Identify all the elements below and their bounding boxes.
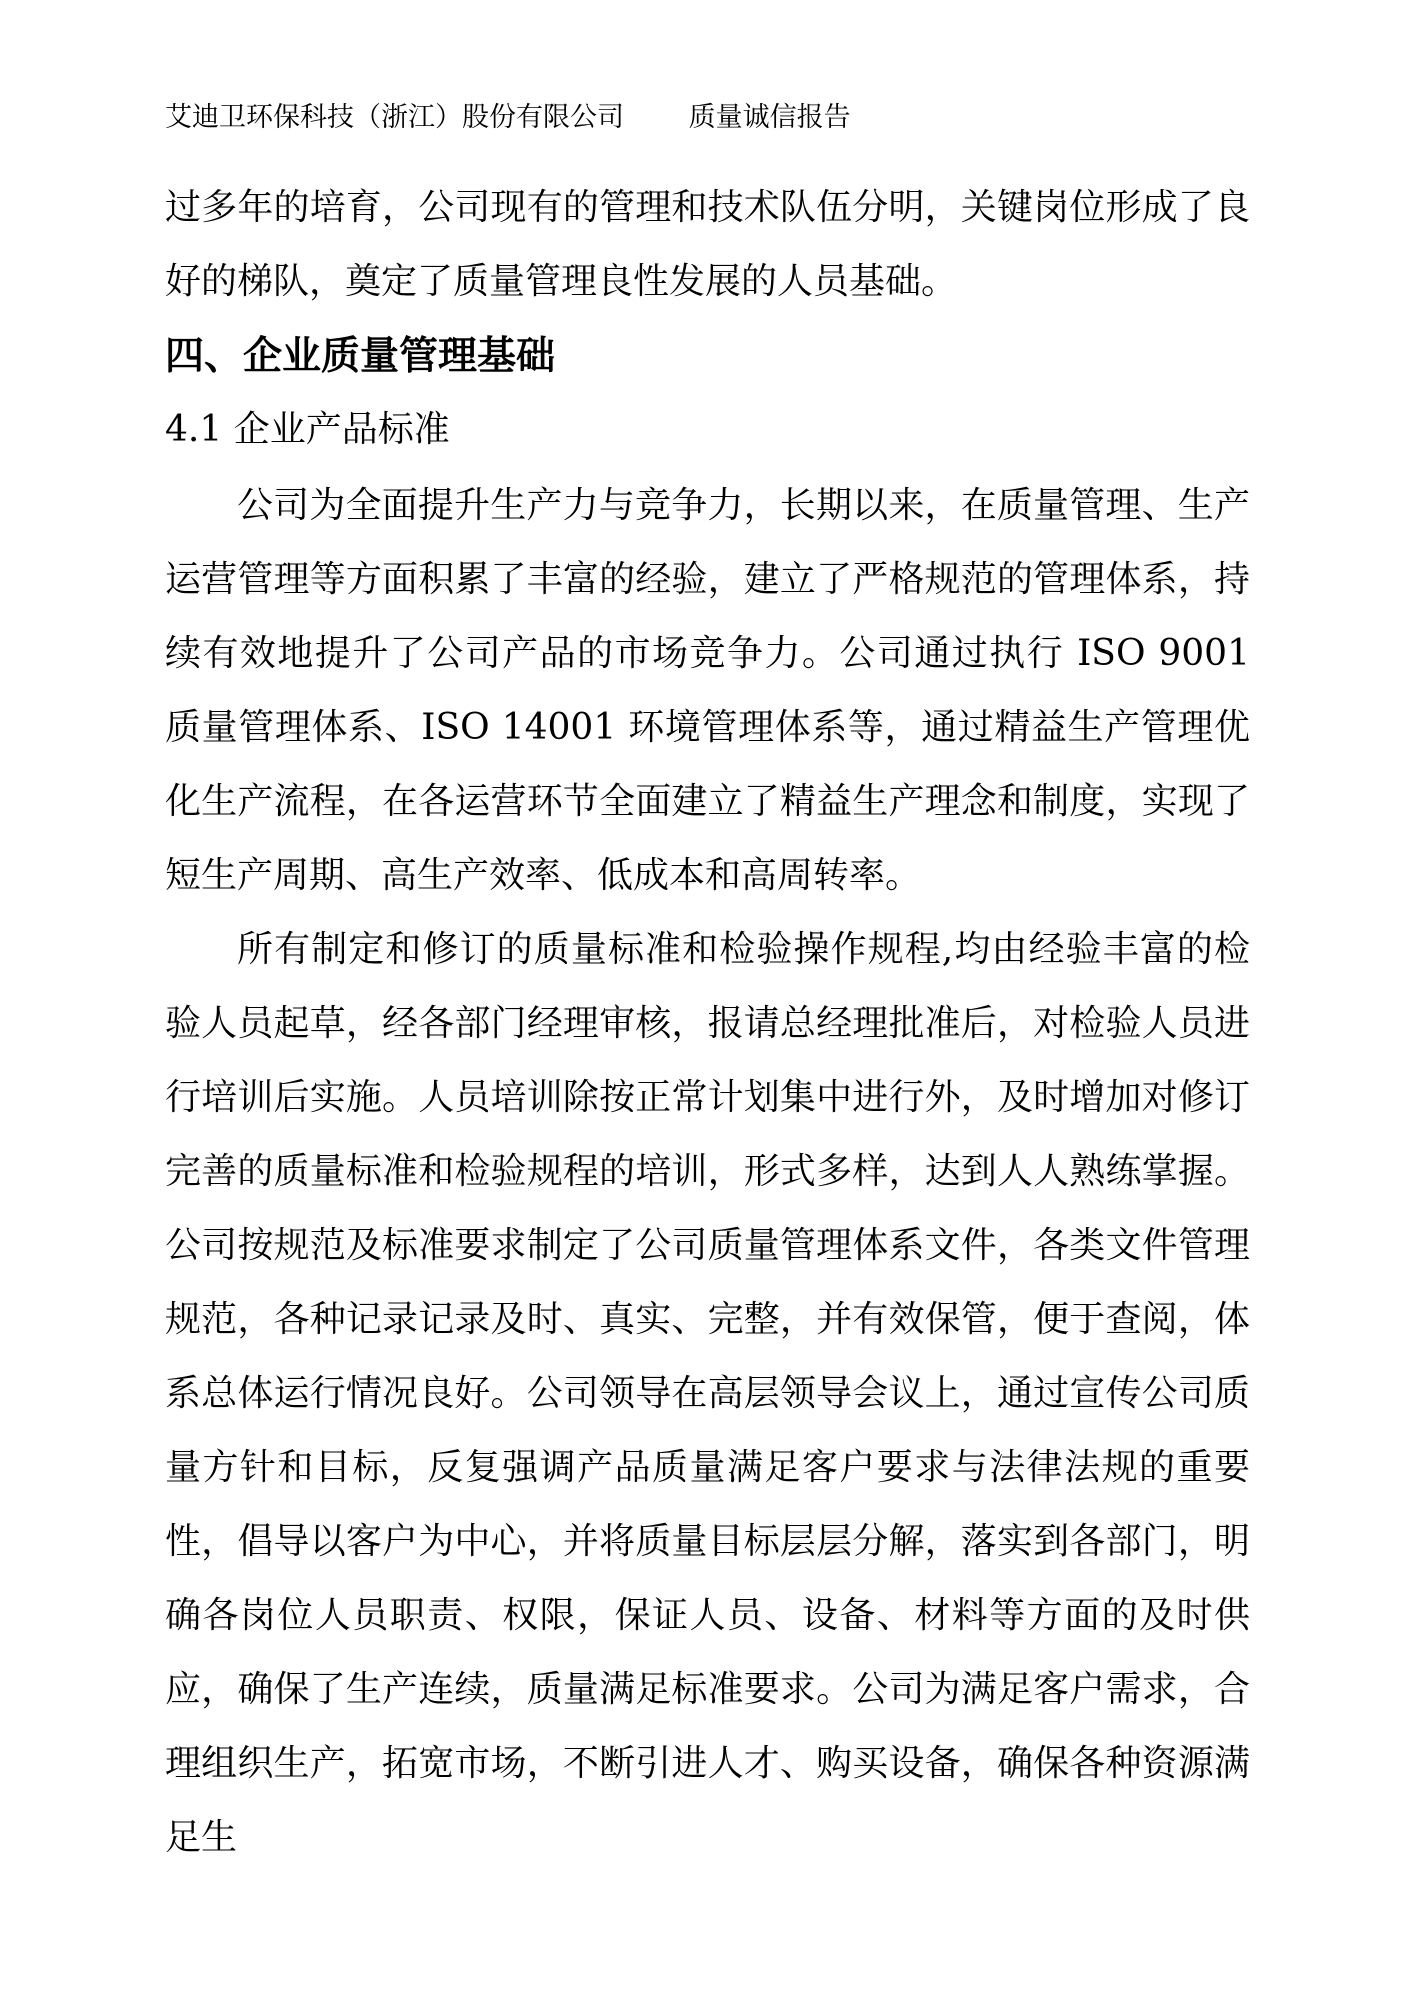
body-paragraph-2: 所有制定和修订的质量标准和检验操作规程,均由经验丰富的检验人员起草，经各部门经理审核，报请总经理批准后，对检验人员进行培训后实施。人员培训除按正常计划集中进行外，及时增加对修订完善的质量标准和检验规程的培训，形式多样，达到人人熟练掌握。公司按规范及标准要求制定了公司质量管理体系文件，各类文件管理规范，各种记录记录及时、真实、完整，并有效保管，便于查阅，体系总体运行情况良好。公司领导在高层领导会议上，通过宣传公司质量方针和目标，反复强调产品质量满足客户要求与法律法规的重要性，倡导以客户为中心，并将质量目标层层分解，落实到各部门，明确各岗位人员职责、权限，保证人员、设备、材料等方面的及时供应，确保了生产连续，质量满足标准要求。公司为满足客户需求，合理组织生产，拓宽市场，不断引进人才、购买设备，确保各种资源满足生 bbox=[165, 929, 1250, 1858]
section-heading: 四、企业质量管理基础 bbox=[165, 333, 556, 379]
header-company-name: 艾迪卫环保科技（浙江）股份有限公司 bbox=[165, 102, 624, 133]
page-header bbox=[165, 100, 1250, 136]
intro-paragraph: 过多年的培育，公司现有的管理和技术队伍分明，关键岗位形成了良好的梯队，奠定了质量管理良性发展的人员基础。 bbox=[165, 187, 1250, 302]
subsection-heading: 4.1 企业产品标准 bbox=[165, 409, 450, 450]
header-doc-title: 质量诚信报告 bbox=[688, 102, 851, 133]
body-paragraph-1: 公司为全面提升生产力与竞争力，长期以来，在质量管理、生产运营管理等方面积累了丰富的经验，建立了严格规范的管理体系，持续有效地提升了公司产品的市场竞争力。公司通过执行 ISO 9001 质量管理体系、ISO 14001 环境管理体系等，通过精益生产管理优化生产流程，在各运营环节全面建立了精益生产理念和制度，实现了短生产周期、高生产效率、低成本和高周转率。 bbox=[165, 485, 1250, 896]
